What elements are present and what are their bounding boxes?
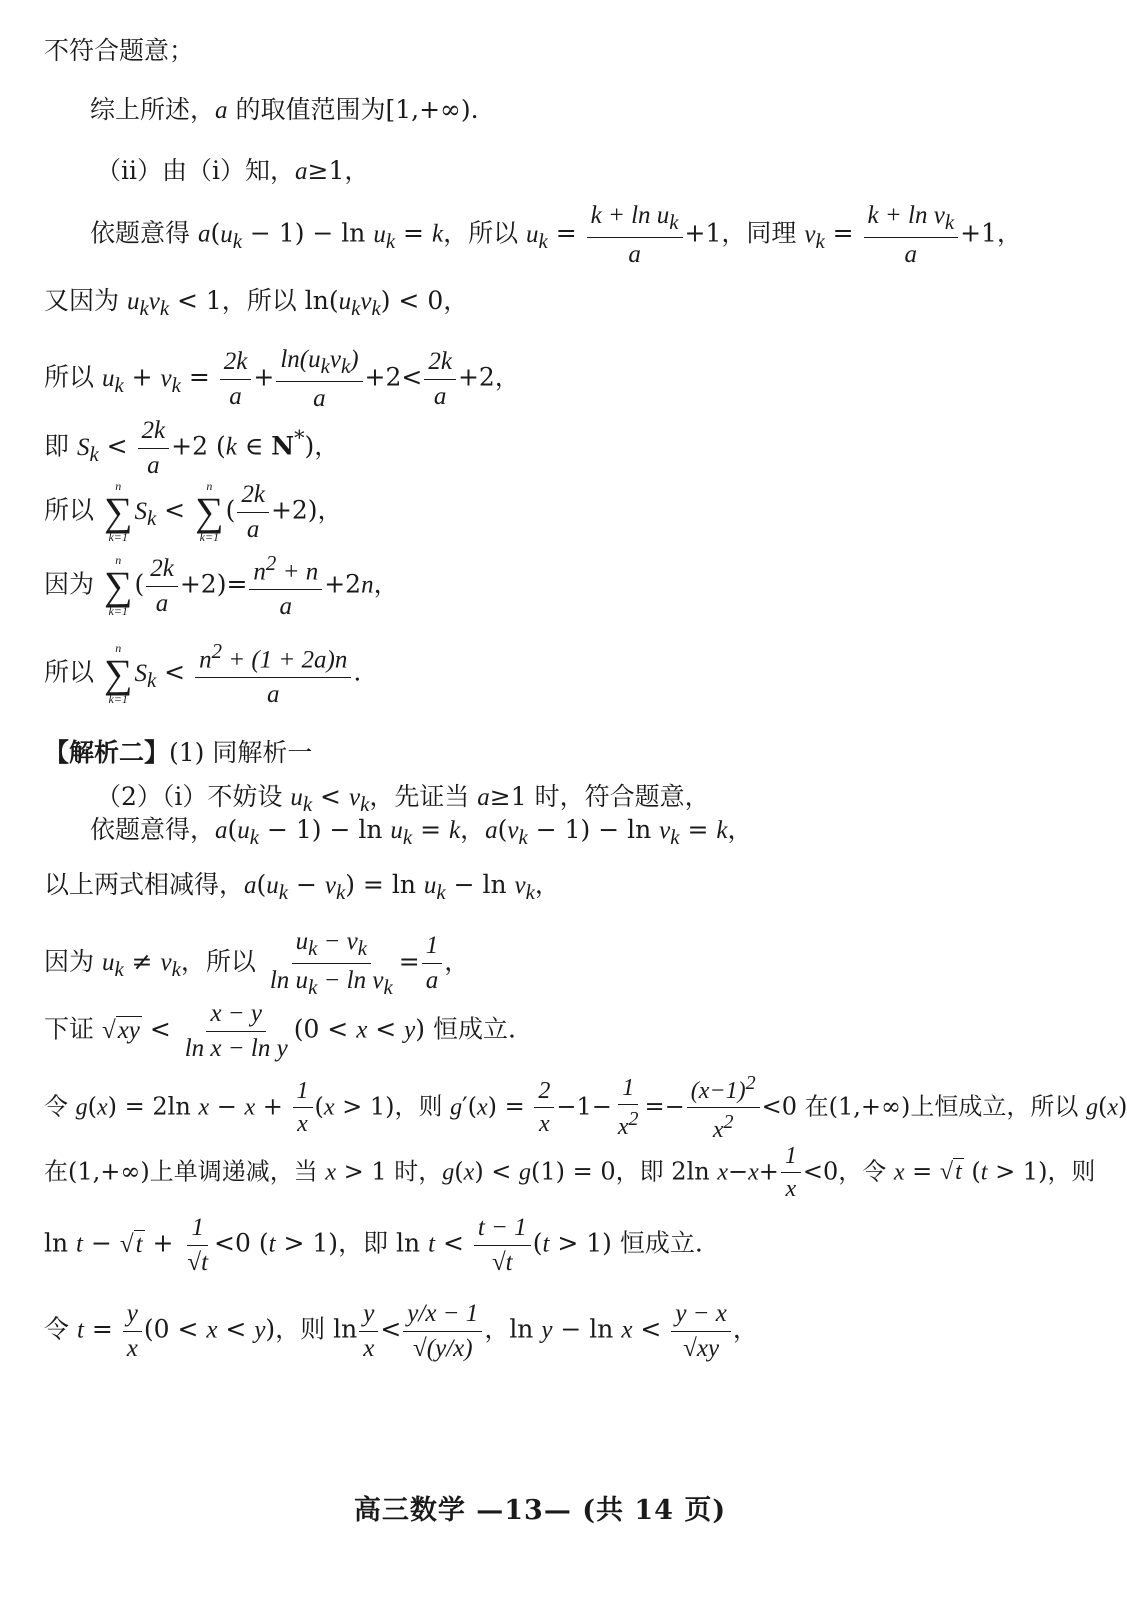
- text-line-18: 在(1,+∞)上单调递减，当 x > 1 时，g(x) < g(1) = 0，即 2ln x−x+ $\frac{1}{x}$ <0，令 x = √t (t > 1)，则: [44, 1143, 1096, 1203]
- text-line-15: 因为 $u_k \ne v_k$，所以 $\frac{u_k - v_k}{\ln u_k - \ln v_k}$ = $\frac{1}{a}$ ，: [44, 928, 470, 999]
- text-line-20: 令 t = $\frac{y}{x}$ (0 < x < y)，则 ln $\frac{y}{x}$ < $\frac{y/x - 1}{√(y/x)}$ ，ln y − ln x < $\frac{y - x}{√xy}$ ，: [44, 1300, 758, 1362]
- text-line-8: 所以 n ∑ k=1 $S_k$ < n ∑ k=1 ( $\frac{2k}{a}$ +2)，: [44, 479, 343, 545]
- text-line-11: 【解析二】(1) 同解析一: [44, 738, 313, 767]
- text-line-10: 所以 n ∑ k=1 $S_k$ < $\frac{n^2 + (1 + 2a)n}{a}$ .: [44, 639, 362, 708]
- text-line-6: 所以 $u_k + v_k$ = $\frac{2k}{a}$ + $\frac{\ln(u_kv_k)}{a}$ +2< $\frac{2k}{a}$ +2，: [44, 346, 520, 412]
- text-line-1: 不符合题意；: [44, 36, 195, 65]
- text-line-17: 令 g(x) = 2ln x − x + $\frac{1}{x}$ (x > 1)，则 g′(x) = $\frac{2}{x}$ −1− $\frac{1}{x^2}$ =− $\frac{(x-1)^2}{x^2}$ <0 在(1,+∞)上恒成立，所以 g(x): [44, 1072, 1127, 1144]
- page-footer: 高三数学 —13— (共 14 页): [353, 1495, 727, 1526]
- text-line-5: 又因为 $u_kv_k < 1$，所以 $\ln(u_kv_k) < 0$，: [44, 286, 469, 320]
- text-line-9: 因为 n ∑ k=1 ( $\frac{2k}{a}$ +2)= $\frac{n^2 + n}{a}$ +2n，: [44, 551, 399, 620]
- text-line-4: 依题意得 $a(u_k - 1) - \ln u_k = k$，所以 $u_k$ = $\frac{k + \ln u_k}{a}$ +1，同理 $v_k$ = $\frac{k + \ln v_k}{a}$ +1，: [90, 202, 1022, 268]
- text-line-13: 依题意得，$a(u_k - 1) - \ln u_k = k$，$a(v_k - 1) - \ln v_k = k$，: [90, 815, 753, 849]
- text-line-2: 综上所述，a 的取值范围为[1,+∞).: [90, 95, 479, 124]
- text-line-3: （ⅱ）由（ⅰ）知，a≥1，: [96, 156, 370, 185]
- text-line-7: 即 $S_k$ < $\frac{2k}{a}$ +2 (k ∈ N*)，: [44, 417, 340, 479]
- text-line-14: 以上两式相减得，$a(u_k - v_k) = \ln u_k - \ln v_k$，: [44, 870, 560, 904]
- text-line-16: 下证 √xy < $\frac{x - y}{\text{ln x − ln y}}$ (0 < x < y) 恒成立.: [44, 1000, 516, 1062]
- text-line-12: （2）（ⅰ）不妨设 $u_k < v_k$，先证当 a≥1 时，符合题意，: [96, 782, 710, 816]
- text-line-19: ln t − √t + $\frac{1}{√t}$ <0 (t > 1)，即 ln t < $\frac{t - 1}{√t}$ (t > 1) 恒成立.: [44, 1214, 703, 1276]
